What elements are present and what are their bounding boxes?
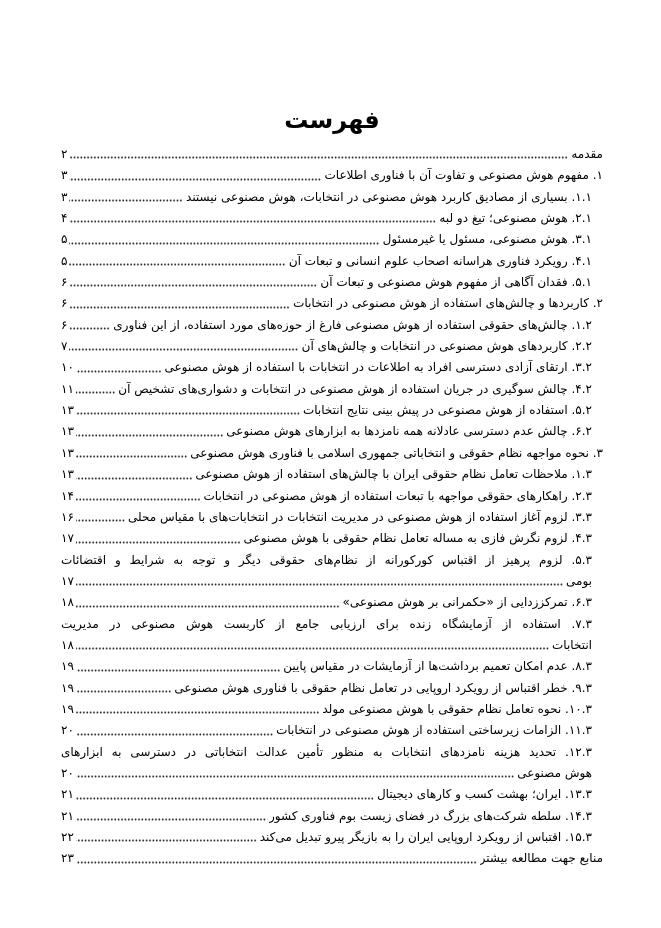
toc-entry-continuation (61, 763, 603, 784)
toc-dotted-leader (69, 284, 317, 287)
toc-dotted-leader (76, 647, 549, 650)
toc-page-number: ۲۳ (61, 851, 74, 866)
toc-page-number: ۱۳ (61, 424, 74, 439)
toc-page-number: ۳ (61, 189, 68, 204)
toc-entry (61, 315, 603, 336)
toc-entry (61, 251, 603, 272)
toc-entry-text: ۷.۳. استفاده از آزمایشگاه زنده برای ارزیابی جامع از کاربست هوش مصنوعی در مدیریت (61, 616, 592, 631)
toc-page-number: ۱۷ (61, 531, 74, 546)
toc-page-number: ۲۰ (61, 765, 74, 780)
toc-dotted-leader (76, 690, 171, 693)
toc-page-number: ۶ (61, 296, 68, 311)
toc-page-number: ۲۰ (61, 723, 74, 738)
toc-dotted-leader (69, 220, 436, 223)
toc-dotted-leader (76, 498, 201, 501)
toc-page-number: ۲۲ (61, 830, 74, 844)
toc-entry (61, 336, 603, 357)
toc-entry-text: ۹.۳. خطر اقتباس از رویکرد اروپایی در تعامل نظام حقوقی با فناوری هوش مصنوعی (174, 680, 592, 695)
toc-dotted-leader (69, 178, 321, 181)
toc-list (61, 144, 603, 870)
toc-page-number: ۱۰ (61, 360, 74, 375)
toc-entry-text: ۳. نحوه مواجهه نظام حقوقی و انتخاباتی جمهوری اسلامی با فناوری هوش مصنوعی (190, 445, 603, 460)
toc-entry (61, 379, 603, 400)
toc-entry-text: ۶.۲. چالش عدم دسترسی عادلانه همه نامزدها به ابزارهای هوش مصنوعی (226, 424, 592, 439)
toc-entry-text: بومی (566, 573, 592, 588)
toc-dotted-leader (76, 412, 300, 415)
toc-entry (61, 443, 603, 464)
toc-page-number: ۵ (61, 253, 68, 268)
toc-entry (61, 229, 603, 250)
toc-page-number: ۳ (61, 168, 68, 183)
toc-dotted-leader (69, 327, 110, 330)
toc-entry (61, 528, 603, 549)
toc-entry (61, 357, 603, 378)
toc-dotted-leader (76, 391, 115, 394)
toc-page-number: ۶ (61, 275, 68, 290)
toc-entry-text: ۴.۲. چالش سوگیری در جریان استفاده از هوش مصنوعی در انتخابات و دشواری‌های تشخیص آن (118, 381, 592, 396)
toc-dotted-leader (76, 797, 374, 800)
toc-entry-text: منابع جهت مطالعه بیشتر (479, 851, 603, 866)
toc-entry-text: ۱۳.۳. ایران؛ بهشت کسب و کارهای دیجیتال (376, 787, 592, 802)
toc-entry (61, 742, 603, 763)
toc-entry (61, 187, 603, 208)
toc-page-number: ۶ (61, 317, 68, 332)
toc-entry-text: ۲.۳. راهکارهای حقوقی مواجهه با تبعات استفاده از هوش مصنوعی در انتخابات (203, 488, 592, 503)
toc-entry-text: ۲.۲. کاربردهای هوش مصنوعی در انتخابات و چالش‌های آن (301, 339, 592, 354)
toc-page-number: ۱۳ (61, 467, 74, 482)
toc-entry (61, 827, 603, 848)
toc-entry-continuation (61, 635, 603, 656)
toc-entry-text: ۲.۱. هوش مصنوعی؛ تیغ دو لبه (439, 211, 592, 226)
toc-entry-text: ۵.۲. استفاده از هوش مصنوعی در پیش بینی نتایج انتخابات (302, 403, 592, 418)
toc-entry-text: ۴.۱. رویکرد فناوری هراسانه اصحاب علوم انسانی و تبعات آن (288, 253, 592, 268)
toc-entry (61, 720, 603, 741)
toc-entry (61, 550, 603, 571)
toc-dotted-leader (76, 839, 257, 842)
toc-page-number: ۱۶ (61, 509, 74, 524)
toc-entry-text: انتخابات (552, 637, 592, 652)
toc-dotted-leader (76, 733, 273, 736)
toc-entry (61, 421, 603, 442)
toc-entry-text: ۳.۳. لزوم آغاز استفاده از هوش مصنوعی در مدیریت انتخابات در انتخابات‌های با مقیاس محلی (128, 509, 592, 524)
toc-entry (61, 592, 603, 613)
toc-page-number: ۱۳ (61, 403, 74, 418)
toc-entry (61, 144, 603, 165)
toc-entry-text: ۱.۱. بسیاری از مصادیق کاربرد هوش مصنوعی در انتخابات، هوش مصنوعی نیستند (186, 189, 592, 204)
toc-page-number: ۱۹ (61, 701, 74, 716)
toc-entry-text: ۵.۳. لزوم پرهیز از اقتباس کورکورانه از نظام‌های حقوقی دیگر و توجه به شرایط و اقتضائات (61, 552, 592, 567)
toc-entry (61, 806, 603, 827)
toc-dotted-leader (76, 818, 266, 821)
toc-dotted-leader (76, 669, 280, 672)
toc-entry-text: ۱.۲. چالش‌های حقوقی استفاده از هوش مصنوعی فارغ از حوزه‌های مورد استفاده، از این فناوری (113, 317, 592, 332)
toc-dotted-leader (76, 775, 514, 778)
toc-dotted-leader (76, 861, 477, 864)
toc-dotted-leader (76, 711, 319, 714)
toc-entry-text: ۸.۳. عدم امکان تعمیم برداشت‌ها از آزمایشات در مقیاس پایین (283, 659, 592, 674)
toc-entry (61, 656, 603, 677)
toc-entry (61, 614, 603, 635)
toc-entry (61, 464, 603, 485)
toc-entry (61, 507, 603, 528)
toc-page-number: ۱۱ (61, 381, 74, 396)
toc-dotted-leader (76, 519, 125, 522)
toc-entry (61, 699, 603, 720)
toc-entry (61, 293, 603, 314)
toc-page-number: ۷ (61, 339, 68, 354)
toc-entry-text: ۳.۱. هوش مصنوعی، مسئول یا غیرمسئول (382, 232, 592, 247)
toc-page-number: ۱۸ (61, 595, 74, 610)
toc-page-number: ۵ (61, 232, 68, 247)
toc-entry (61, 272, 603, 293)
toc-entry-text: ۱۵.۳. اقتباس از رویکرد اروپایی ایران را به بازیگر پیرو تبدیل می‌کند (259, 830, 592, 844)
toc-entry-text: هوش مصنوعی (517, 765, 592, 780)
toc-dotted-leader (76, 541, 241, 544)
page-title: فهرست (284, 106, 380, 134)
toc-entry-continuation (61, 571, 603, 592)
toc-entry (61, 486, 603, 507)
toc-page-number: ۲۱ (61, 808, 74, 823)
toc-dotted-leader (69, 156, 568, 159)
toc-dotted-leader (76, 455, 187, 458)
toc-entry-text: ۲. کاربردها و چالش‌های استفاده از هوش مصنوعی در انتخابات (293, 296, 603, 311)
toc-page-number: ۱۹ (61, 659, 74, 674)
toc-dotted-leader (76, 605, 340, 608)
toc-entry (61, 784, 603, 805)
toc-dotted-leader (76, 434, 223, 437)
toc-entry-text: ۶.۳. تمرکززدایی از «حکمرانی بر هوش مصنوعی» (342, 595, 592, 610)
toc-page-number: ۲۱ (61, 787, 74, 802)
toc-page-number: ۱۹ (61, 680, 74, 695)
toc-entry (61, 165, 603, 186)
toc-entry-text: ۴.۳. لزوم نگرش فازی به مساله تعامل نظام حقوقی با هوش مصنوعی (243, 531, 592, 546)
toc-entry-text: ۱۰.۳. نحوه تعامل نظام حقوقی با هوش مصنوعی مولد (322, 701, 592, 716)
toc-entry (61, 678, 603, 699)
toc-entry-text: ۱۲.۳. تحدید هزینه نامزدهای انتخابات به منظور تأمین عدالت انتخاباتی در دسترسی به ابزارهای (61, 744, 592, 759)
toc-page-number: ۱۳ (61, 445, 74, 460)
toc-entry-text: ۱۱.۳. الزامات زیرساختی استفاده از هوش مصنوعی در انتخابات (276, 723, 592, 738)
toc-entry (61, 208, 603, 229)
toc-entry-text: ۳.۲. ارتقای آزادی دسترسی افراد به اطلاعات در انتخابات با استفاده از هوش مصنوعی (164, 360, 592, 375)
toc-dotted-leader (76, 477, 192, 480)
toc-page-number: ۱۸ (61, 637, 74, 652)
toc-dotted-leader (69, 199, 183, 202)
toc-page-number: ۱۴ (61, 488, 74, 503)
toc-page-number: ۴ (61, 211, 68, 226)
toc-page-number: ۲ (61, 147, 68, 161)
toc-entry (61, 848, 603, 869)
toc-dotted-leader (69, 348, 298, 351)
toc-dotted-leader (69, 306, 290, 309)
toc-entry-text: ۵.۱. فقدان آگاهی از مفهوم هوش مصنوعی و تبعات آن (320, 275, 592, 290)
toc-page-number: ۱۷ (61, 573, 74, 588)
toc-entry-text: مقدمه (571, 147, 603, 161)
toc-entry-text: ۱۴.۳. سلطه شرکت‌های بزرگ در فضای زیست بوم فناوری کشور (269, 808, 592, 823)
toc-dotted-leader (76, 370, 162, 373)
toc-dotted-leader (69, 242, 379, 245)
toc-dotted-leader (76, 583, 563, 586)
toc-entry-text: ۱.۳. ملاحظات تعامل نظام حقوقی ایران با چالش‌های استفاده از هوش مصنوعی (195, 467, 592, 482)
toc-entry (61, 400, 603, 421)
toc-entry-text: ۱. مفهوم هوش مصنوعی و تفاوت آن با فناوری اطلاعات (324, 168, 603, 183)
toc-dotted-leader (69, 263, 285, 266)
